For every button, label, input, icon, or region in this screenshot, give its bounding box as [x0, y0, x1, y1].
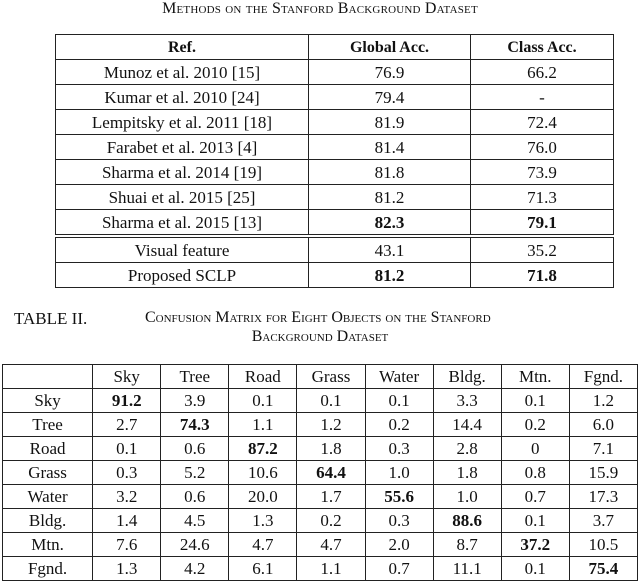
table2-caption: Confusion Matrix for Eight Objects on the Stanford	[145, 309, 491, 326]
column-header: Tree	[161, 365, 229, 389]
matrix-cell: 4.2	[161, 557, 229, 581]
matrix-cell: 2.0	[365, 533, 433, 557]
ref-cell: Proposed SCLP	[56, 263, 309, 288]
matrix-cell: 1.1	[297, 557, 365, 581]
matrix-cell: 10.5	[569, 533, 637, 557]
matrix-cell: 0.7	[365, 557, 433, 581]
table2-label: TABLE II.	[14, 309, 88, 328]
matrix-cell: 3.2	[93, 485, 161, 509]
matrix-cell: 11.1	[433, 557, 501, 581]
matrix-cell: 1.8	[433, 461, 501, 485]
matrix-cell: 0.1	[365, 389, 433, 413]
matrix-cell: 2.7	[93, 413, 161, 437]
matrix-cell: 87.2	[229, 437, 297, 461]
ref-cell: Visual feature	[56, 236, 309, 263]
row-header: Fgnd.	[3, 557, 93, 581]
matrix-cell: 4.7	[297, 533, 365, 557]
class-acc-cell: 71.8	[471, 263, 614, 288]
matrix-cell: 64.4	[297, 461, 365, 485]
class-acc-cell: 66.2	[471, 60, 614, 85]
table-row	[3, 485, 638, 509]
class-acc-cell: 76.0	[471, 135, 614, 160]
ref-cell: Farabet et al. 2013 [4]	[56, 135, 309, 160]
matrix-cell: 1.1	[229, 413, 297, 437]
matrix-cell: 1.3	[93, 557, 161, 581]
matrix-cell: 1.0	[365, 461, 433, 485]
global-acc-cell: 43.1	[309, 236, 471, 263]
ref-cell: Sharma et al. 2014 [19]	[56, 160, 309, 185]
confusion-matrix-table	[2, 364, 638, 581]
matrix-cell: 6.1	[229, 557, 297, 581]
class-acc-cell: 71.3	[471, 185, 614, 210]
global-acc-cell: 76.9	[309, 60, 471, 85]
matrix-cell: 15.9	[569, 461, 637, 485]
column-header: Water	[365, 365, 433, 389]
matrix-cell: 0.1	[297, 389, 365, 413]
matrix-cell: 0.1	[93, 437, 161, 461]
matrix-cell: 7.1	[569, 437, 637, 461]
global-acc-cell: 79.4	[309, 85, 471, 110]
matrix-body	[3, 389, 638, 581]
column-header: Sky	[93, 365, 161, 389]
row-header: Tree	[3, 413, 93, 437]
matrix-cell: 5.2	[161, 461, 229, 485]
matrix-cell: 1.7	[297, 485, 365, 509]
class-acc-cell: -	[471, 85, 614, 110]
column-header: Mtn.	[501, 365, 569, 389]
matrix-cell: 75.4	[569, 557, 637, 581]
matrix-cell: 20.0	[229, 485, 297, 509]
matrix-cell: 55.6	[365, 485, 433, 509]
class-acc-cell: 73.9	[471, 160, 614, 185]
corner-cell	[3, 365, 93, 389]
matrix-cell: 0.3	[365, 509, 433, 533]
table-row	[56, 110, 614, 135]
table-row	[3, 413, 638, 437]
matrix-cell: 91.2	[93, 389, 161, 413]
global-acc-cell: 81.9	[309, 110, 471, 135]
table-row	[56, 160, 614, 185]
ref-cell: Shuai et al. 2015 [25]	[56, 185, 309, 210]
row-header: Mtn.	[3, 533, 93, 557]
ref-cell: Sharma et al. 2015 [13]	[56, 210, 309, 237]
column-header: Fgnd.	[569, 365, 637, 389]
matrix-cell: 0.1	[229, 389, 297, 413]
matrix-cell: 1.3	[229, 509, 297, 533]
row-header: Water	[3, 485, 93, 509]
table-row	[3, 557, 638, 581]
matrix-cell: 14.4	[433, 413, 501, 437]
table-row	[3, 533, 638, 557]
matrix-cell: 0.3	[93, 461, 161, 485]
matrix-cell: 4.5	[161, 509, 229, 533]
matrix-cell: 10.6	[229, 461, 297, 485]
matrix-cell: 7.6	[93, 533, 161, 557]
global-acc-cell: 81.2	[309, 185, 471, 210]
matrix-cell: 1.2	[297, 413, 365, 437]
matrix-cell: 3.3	[433, 389, 501, 413]
table2-caption-continued: Background Dataset	[251, 328, 389, 345]
table-row	[56, 263, 614, 288]
table-row	[3, 509, 638, 533]
row-header: Bldg.	[3, 509, 93, 533]
table-row	[56, 236, 614, 263]
matrix-cell: 0.8	[501, 461, 569, 485]
ref-cell: Lempitsky et al. 2011 [18]	[56, 110, 309, 135]
matrix-cell: 0.3	[365, 437, 433, 461]
matrix-cell: 1.2	[569, 389, 637, 413]
row-header: Road	[3, 437, 93, 461]
table-row	[56, 85, 614, 110]
class-acc-cell: 79.1	[471, 210, 614, 237]
matrix-cell: 0.6	[161, 437, 229, 461]
ref-cell: Munoz et al. 2010 [15]	[56, 60, 309, 85]
matrix-cell: 4.7	[229, 533, 297, 557]
table-row	[3, 437, 638, 461]
results-table	[55, 34, 614, 288]
class-acc-cell: 72.4	[471, 110, 614, 135]
global-acc-cell: 81.2	[309, 263, 471, 288]
table-row	[3, 461, 638, 485]
row-header: Grass	[3, 461, 93, 485]
matrix-cell: 0.1	[501, 557, 569, 581]
table-header-row	[56, 35, 614, 60]
global-acc-cell: 81.8	[309, 160, 471, 185]
matrix-cell: 0.2	[365, 413, 433, 437]
column-header: Bldg.	[433, 365, 501, 389]
table1-caption: Methods on the Stanford Background Dataset	[162, 0, 478, 17]
matrix-header-row	[3, 365, 638, 389]
header-global-acc: Global Acc.	[309, 35, 471, 60]
matrix-cell: 17.3	[569, 485, 637, 509]
matrix-cell: 0.1	[501, 389, 569, 413]
column-header: Road	[229, 365, 297, 389]
table-row	[3, 389, 638, 413]
matrix-cell: 3.9	[161, 389, 229, 413]
header-class-acc: Class Acc.	[471, 35, 614, 60]
matrix-cell: 88.6	[433, 509, 501, 533]
matrix-cell: 0	[501, 437, 569, 461]
matrix-cell: 74.3	[161, 413, 229, 437]
matrix-cell: 0.2	[297, 509, 365, 533]
row-header: Sky	[3, 389, 93, 413]
matrix-cell: 8.7	[433, 533, 501, 557]
table-row	[56, 185, 614, 210]
class-acc-cell: 35.2	[471, 236, 614, 263]
matrix-cell: 37.2	[501, 533, 569, 557]
matrix-cell: 0.7	[501, 485, 569, 509]
table-row	[56, 135, 614, 160]
global-acc-cell: 82.3	[309, 210, 471, 237]
table-row	[56, 60, 614, 85]
matrix-cell: 1.8	[297, 437, 365, 461]
matrix-cell: 2.8	[433, 437, 501, 461]
matrix-cell: 6.0	[569, 413, 637, 437]
matrix-cell: 3.7	[569, 509, 637, 533]
matrix-cell: 1.0	[433, 485, 501, 509]
matrix-cell: 0.6	[161, 485, 229, 509]
header-ref: Ref.	[56, 35, 309, 60]
matrix-cell: 0.1	[501, 509, 569, 533]
column-header: Grass	[297, 365, 365, 389]
table-row	[56, 210, 614, 237]
matrix-cell: 0.2	[501, 413, 569, 437]
ref-cell: Kumar et al. 2010 [24]	[56, 85, 309, 110]
matrix-cell: 1.4	[93, 509, 161, 533]
global-acc-cell: 81.4	[309, 135, 471, 160]
matrix-cell: 24.6	[161, 533, 229, 557]
